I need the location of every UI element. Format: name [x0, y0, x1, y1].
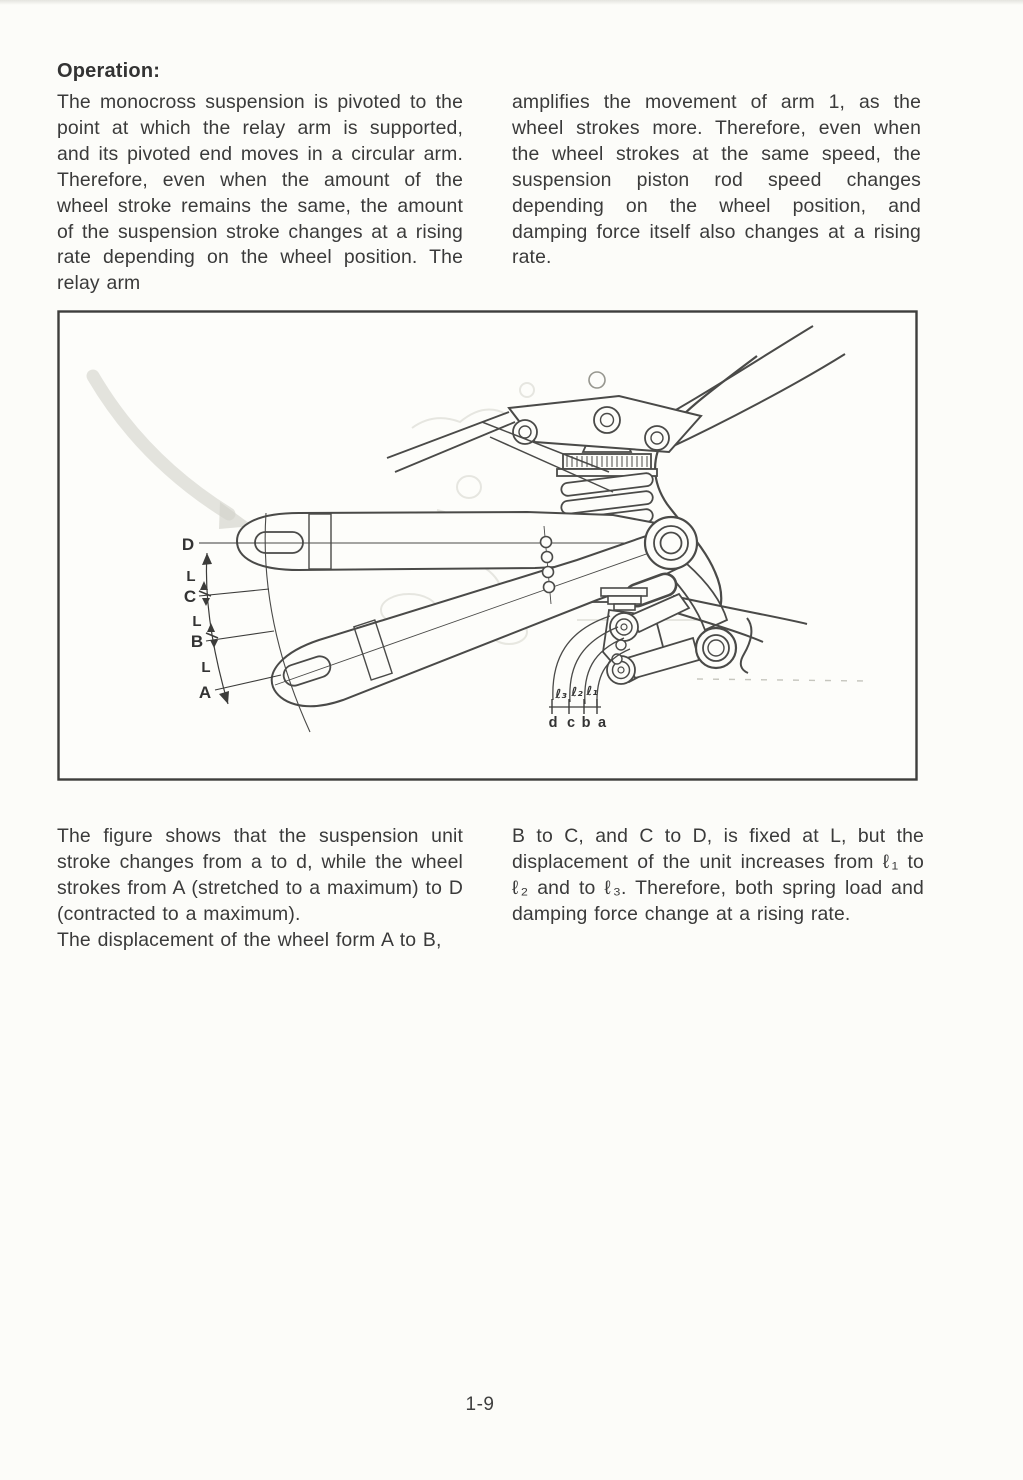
body-left-paragraph-1: The figure shows that the suspension unit stroke changes from a to d, while the wheel strokes from A (stretched to a maximum) to D (contracted to a maximum).	[57, 825, 463, 925]
unit-position-label-a: a	[597, 715, 607, 731]
operation-heading: Operation:	[57, 60, 161, 82]
wheel-position-label-b: B	[190, 632, 204, 651]
interval-label-l-bottom: L	[201, 659, 211, 676]
unit-position-label-c: c	[566, 715, 576, 731]
scan-artifact-top-edge	[0, 0, 1023, 5]
wheel-position-label-c: C	[183, 587, 197, 606]
body-right-paragraph: B to C, and C to D, is fixed at L, but the displacement of the unit increases from ℓ₁ to ℓ₂ and to ℓ₃. Therefore, both spring load and damping force change at a rising rate.	[512, 825, 924, 925]
suspension-figure	[57, 310, 918, 781]
interval-label-l-top: L	[186, 568, 196, 585]
intro-left-paragraph: The monocross suspension is pivoted to the point at which the relay arm is supported, and its pivoted end moves in a circular arm. Therefore, even when the amount of the wheel stroke remains the same, the amount of the suspension stroke changes at a rising rate depending on the wheel position. The relay arm	[57, 91, 463, 295]
body-left-paragraph-2: The displacement of the wheel form A to B,	[57, 928, 442, 951]
axle-slot-upper	[255, 532, 303, 553]
intro-right-paragraph: amplifies the movement of arm 1, as the wheel strokes more. Therefore, even when the wheel strokes at the same speed, the suspension piston rod speed changes depending on the wheel position, and damping force itself also changes at a rising rate.	[512, 91, 921, 269]
page-number: 1-9	[465, 1394, 495, 1415]
suspension-diagram-svg	[57, 310, 918, 781]
unit-position-label-d: d	[548, 715, 558, 731]
body-left-column	[57, 824, 463, 954]
unit-stroke-label-l3: ℓ₃	[555, 686, 567, 701]
swingarm-pivot	[645, 517, 697, 569]
unit-stroke-label-l2: ℓ₂	[571, 684, 583, 699]
unit-position-label-b: b	[581, 715, 591, 731]
wheel-position-label-a-bottom: A	[198, 683, 212, 702]
unit-stroke-label-l1: ℓ₁	[586, 683, 598, 698]
wheel-position-label-d-top: D	[181, 535, 195, 554]
interval-label-l-mid: L	[192, 613, 202, 630]
